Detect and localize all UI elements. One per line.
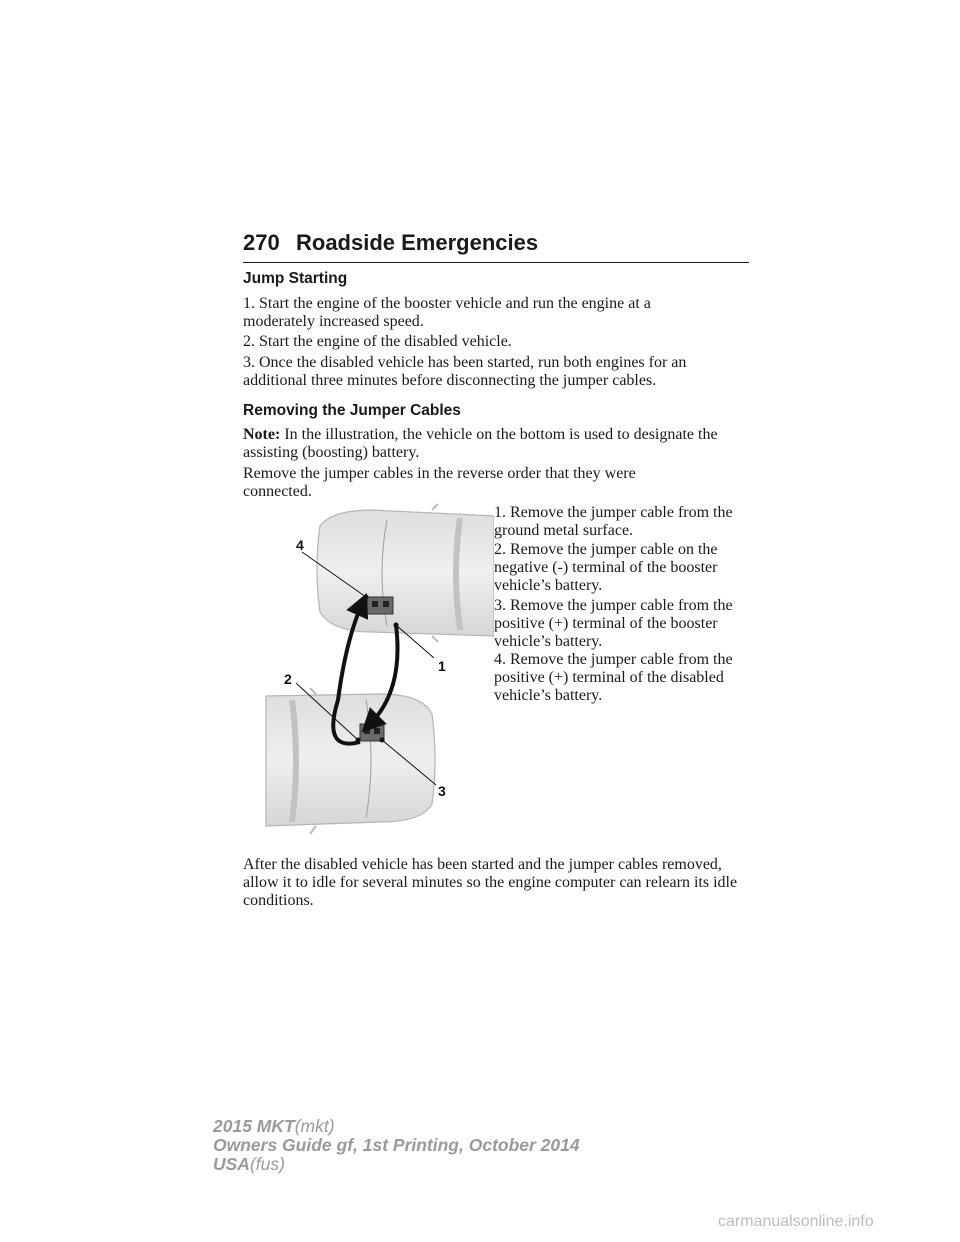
disabled-battery — [367, 597, 393, 614]
jump-step-1: 1. Start the engine of the booster vehicle and run the engine at a moderately increased speed. — [243, 295, 651, 330]
booster-vehicle — [266, 688, 435, 834]
footer-model-line — [213, 1117, 580, 1136]
jump-step-3: 3. Once the disabled vehicle has been started, run both engines for an additional three minutes before disconnecting the jumper cables. — [243, 354, 687, 389]
footer-market-code: (fus) — [249, 1154, 285, 1174]
jump-starting-heading: Jump Starting — [243, 270, 348, 287]
jump-step-2: 2. Start the engine of the disabled vehicle. — [243, 333, 512, 350]
page-number: 270 — [243, 230, 280, 255]
section-title: Roadside Emergencies — [296, 230, 539, 255]
callout-3: 3 — [438, 783, 446, 799]
page-header — [243, 228, 749, 263]
footer-market: USA — [213, 1154, 250, 1174]
removing-intro: Remove the jumper cables in the reverse order that they were connected. — [243, 465, 636, 500]
footer-model: 2015 MKT — [213, 1116, 295, 1136]
remove-step-4: 4. Remove the jumper cable from the positive (+) terminal of the disabled vehicle’s battery. — [494, 651, 733, 704]
note-label: Note: — [243, 426, 281, 443]
remove-step-2: 2. Remove the jumper cable on the negative (-) terminal of the booster vehicle’s battery. — [494, 541, 718, 594]
remove-step-1: 1. Remove the jumper cable from the ground metal surface. — [494, 504, 733, 539]
disabled-vehicle — [317, 504, 494, 642]
remove-step-3: 3. Remove the jumper cable from the positive (+) terminal of the booster vehicle’s battery. — [494, 597, 733, 650]
footer-model-code: (mkt) — [294, 1116, 335, 1136]
removing-heading: Removing the Jumper Cables — [243, 402, 461, 419]
cars-battery-diagram — [262, 500, 494, 840]
page-footer — [213, 1117, 580, 1174]
jumper-cable-illustration — [262, 500, 494, 840]
callout-1: 1 — [438, 658, 446, 674]
watermark-text: carmanualsonline.info — [718, 1213, 874, 1230]
callout-2: 2 — [284, 671, 292, 687]
footer-market-line — [213, 1155, 580, 1174]
closing-paragraph: After the disabled vehicle has been started and the jumper cables removed, allow it to idle for several minutes so the engine computer can relearn its idle conditions. — [243, 856, 738, 909]
note-text: In the illustration, the vehicle on the bottom is used to designate the assisting (boosting) battery. — [243, 426, 718, 461]
footer-guide-line: Owners Guide gf, 1st Printing, October 2014 — [213, 1135, 580, 1155]
note-paragraph — [243, 426, 748, 462]
callout-4: 4 — [296, 537, 304, 553]
